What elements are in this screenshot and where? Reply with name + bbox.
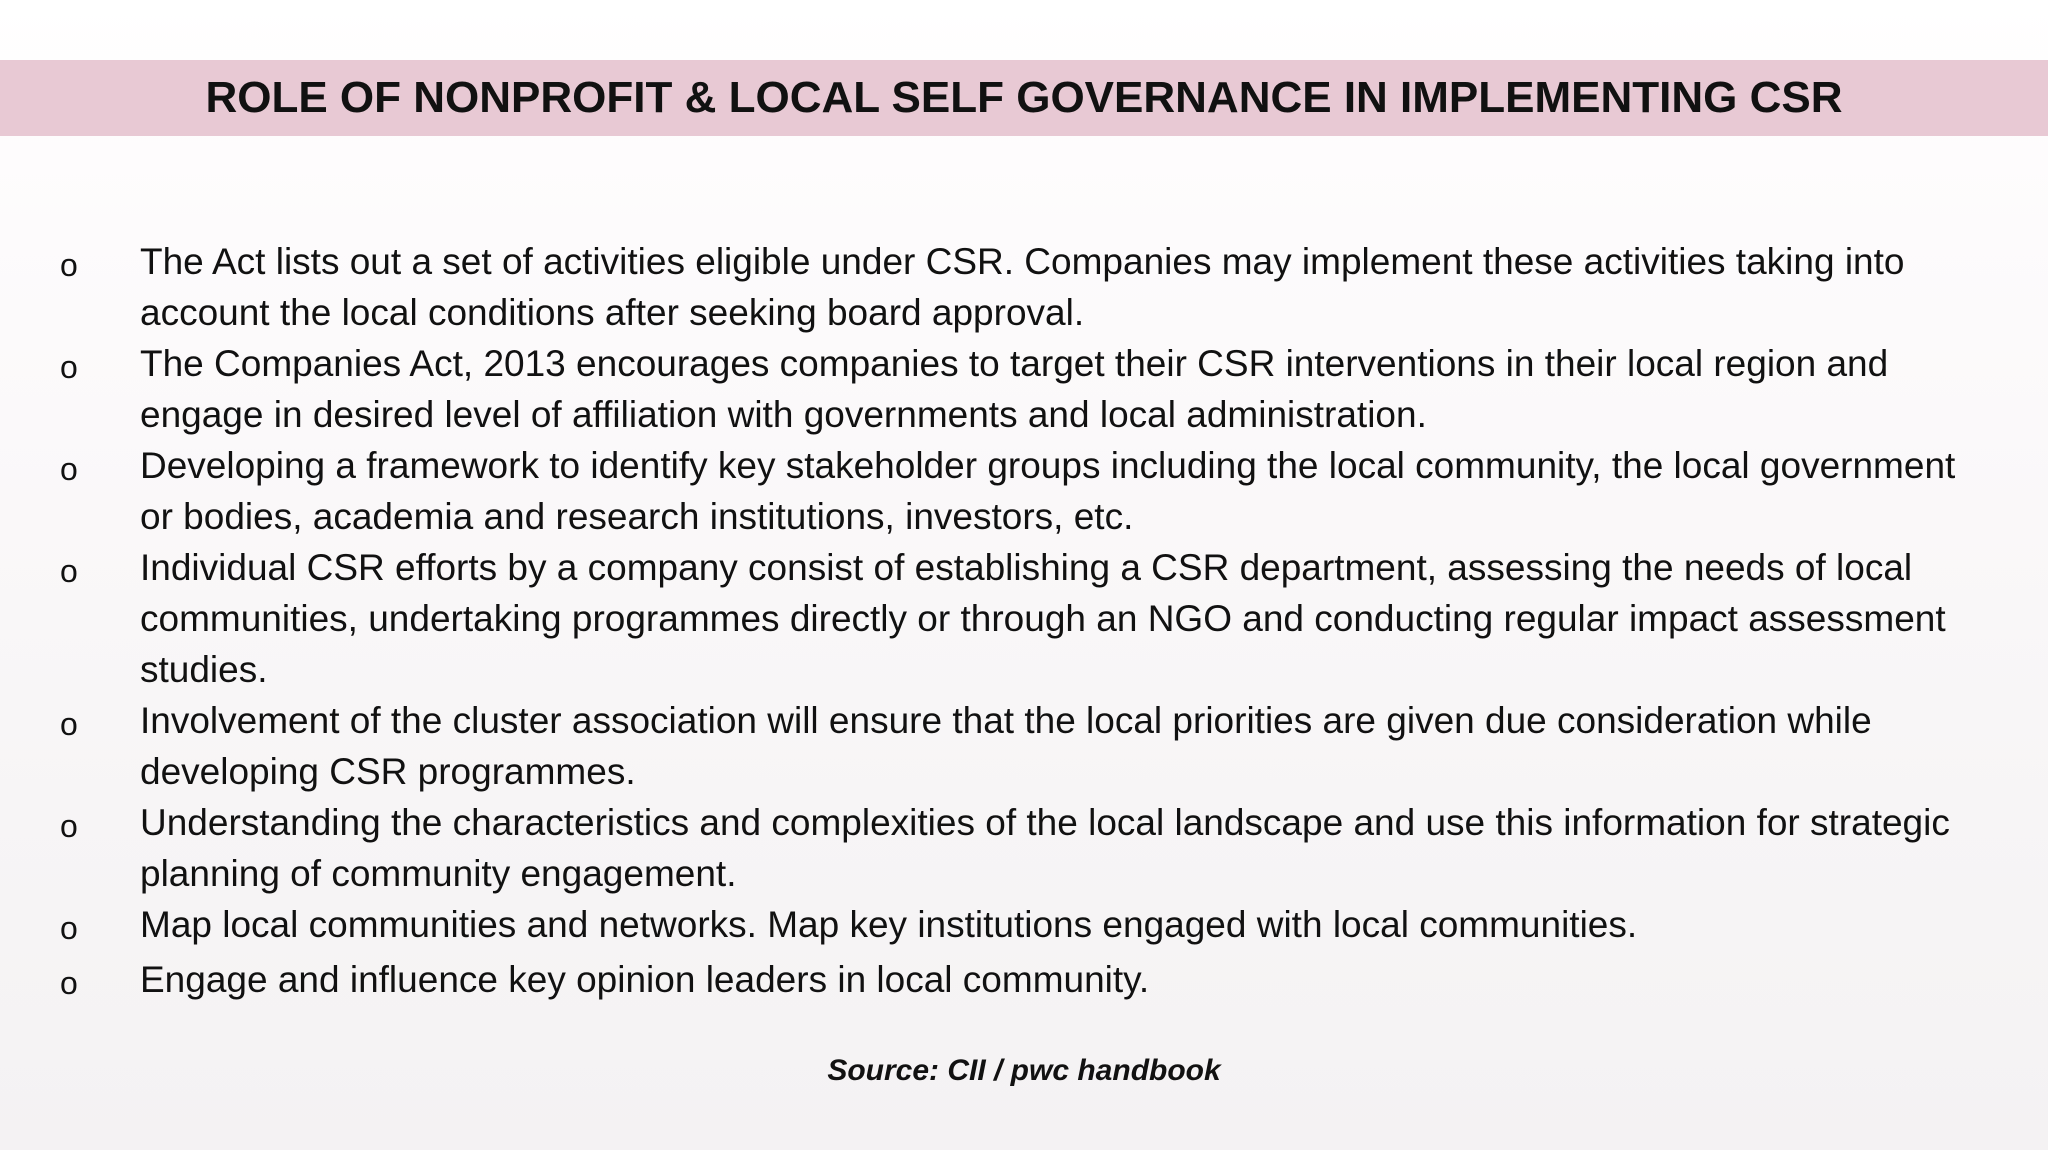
bullet-item bbox=[60, 695, 1990, 797]
slide-title: ROLE OF NONPROFIT & LOCAL SELF GOVERNANCE IN IMPLEMENTING CSR bbox=[205, 73, 1843, 122]
bullet-marker-icon: o bbox=[60, 349, 78, 385]
bullet-item bbox=[60, 899, 1990, 954]
bullet-marker-icon: o bbox=[60, 706, 78, 742]
bullet-text: Engage and influence key opinion leaders in local community. bbox=[140, 959, 1150, 1000]
bullet-text: Developing a framework to identify key stakeholder groups including the local community, the local government or bodies, academia and research institutions, investors, etc. bbox=[140, 445, 1956, 537]
bullet-text: Involvement of the cluster association will ensure that the local priorities are given due consideration while developing CSR programmes. bbox=[140, 700, 1872, 792]
title-band bbox=[0, 60, 2048, 136]
bullet-item bbox=[60, 338, 1990, 440]
bullet-text: Individual CSR efforts by a company consist of establishing a CSR department, assessing the needs of local communities, undertaking programmes directly or through an NGO and conducting regular impact assessment studies. bbox=[140, 547, 1946, 690]
bullet-marker-icon: o bbox=[60, 247, 78, 283]
bullet-text: Map local communities and networks. Map key institutions engaged with local communities. bbox=[140, 904, 1638, 945]
bullet-item bbox=[60, 797, 1990, 899]
bullet-text: Understanding the characteristics and complexities of the local landscape and use this information for strategic planning of community engagement. bbox=[140, 802, 1950, 894]
bullet-marker-icon: o bbox=[60, 451, 78, 487]
bullet-marker-icon: o bbox=[60, 808, 78, 844]
bullet-list bbox=[60, 236, 1990, 1009]
bullet-item bbox=[60, 954, 1990, 1009]
bullet-item bbox=[60, 542, 1990, 695]
bullet-item bbox=[60, 236, 1990, 338]
bullet-marker-icon: o bbox=[60, 910, 78, 946]
bullet-item bbox=[60, 440, 1990, 542]
source-citation: Source: CII / pwc handbook bbox=[827, 1054, 1221, 1087]
bullet-text: The Companies Act, 2013 encourages companies to target their CSR interventions in their local region and engage in desired level of affiliation with governments and local administration. bbox=[140, 343, 1889, 435]
bullet-text: The Act lists out a set of activities eligible under CSR. Companies may implement these activities taking into account the local conditions after seeking board approval. bbox=[140, 241, 1905, 333]
bullet-marker-icon: o bbox=[60, 553, 78, 589]
bullet-marker-icon: o bbox=[60, 965, 78, 1001]
